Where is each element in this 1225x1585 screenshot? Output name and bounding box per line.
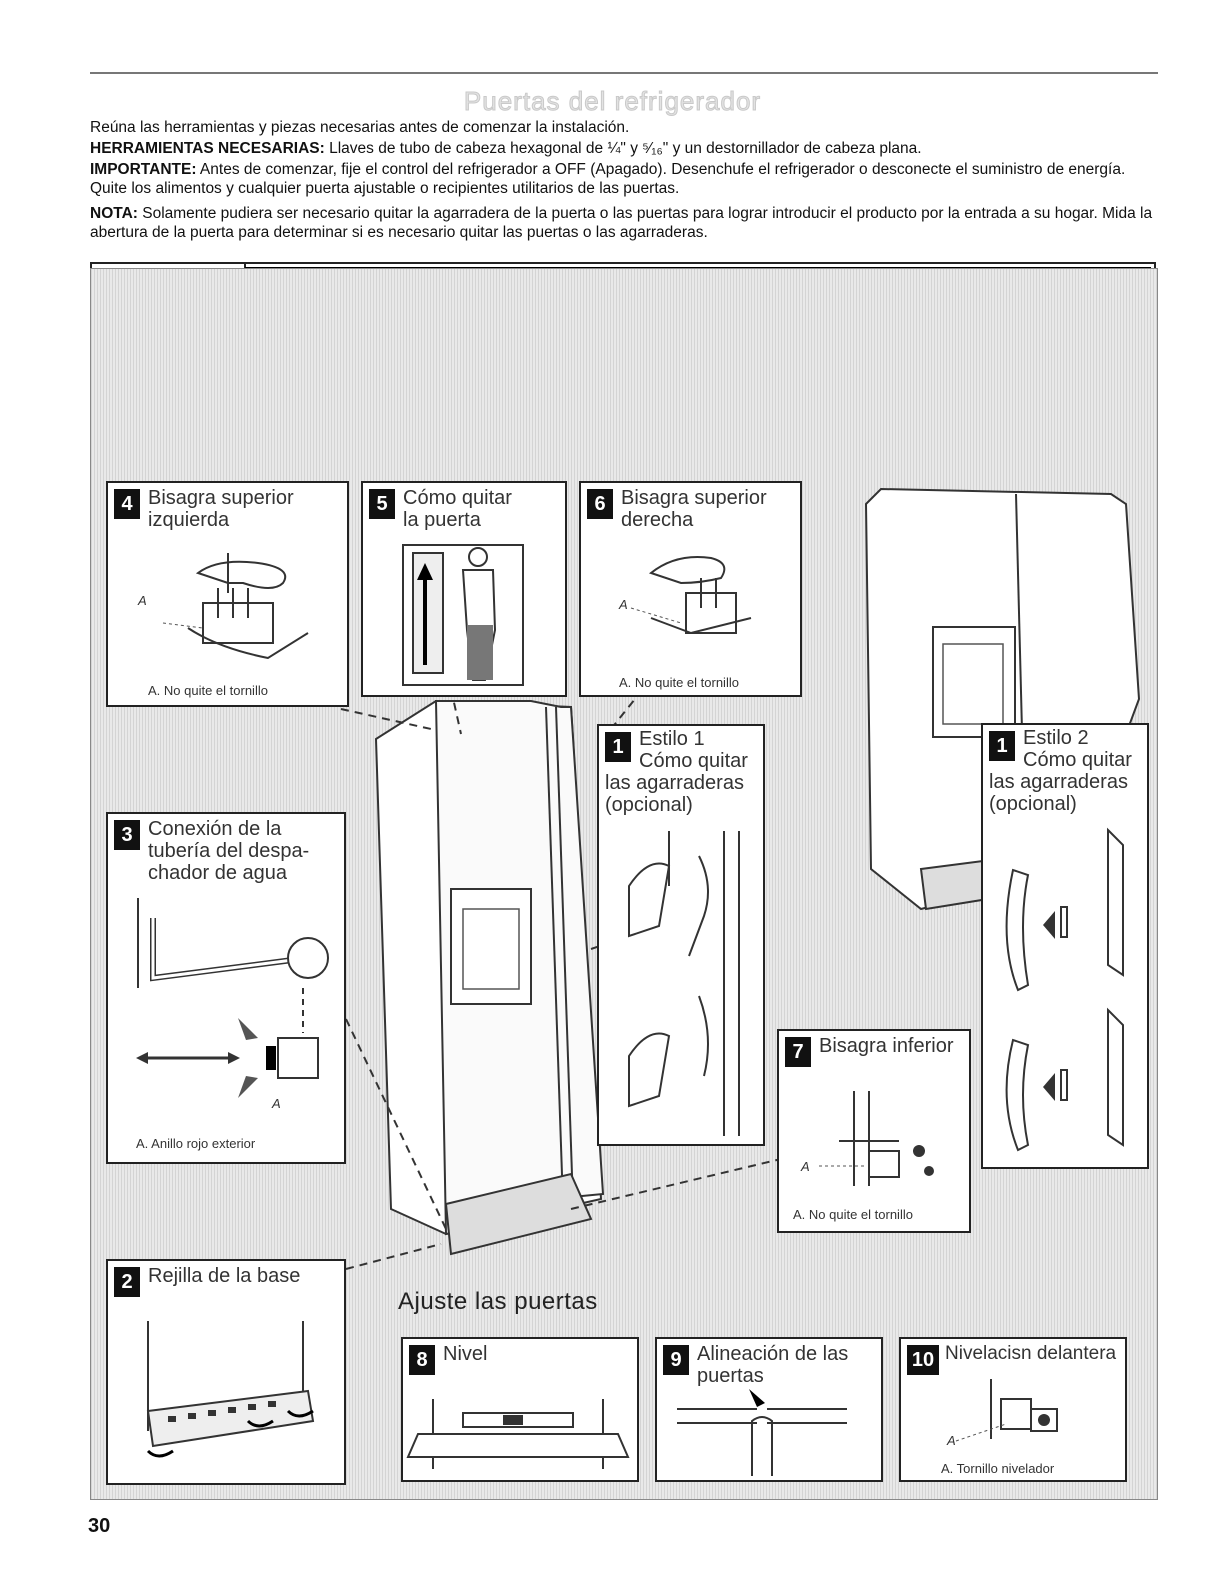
step-9-panel [655, 1337, 883, 1482]
note-paragraph [90, 204, 1165, 242]
top-rule [90, 72, 1158, 74]
step-10-title: Nivelacisn delantera [945, 1343, 1117, 1364]
step-1-style-1-title-line1: Estilo 1 [639, 728, 705, 750]
step-1-style-2-title [989, 727, 1132, 815]
step-4-number: 4 [114, 489, 140, 519]
note-label: NOTA: [90, 205, 138, 222]
step-3-title [148, 818, 309, 884]
step-4-panel [106, 481, 349, 707]
step-4-letter: A [138, 593, 147, 608]
step-10-caption: A. Tornillo nivelador [941, 1461, 1055, 1476]
step-7-title: Bisagra inferior [819, 1035, 954, 1057]
step-4-title [148, 487, 294, 531]
step-7-letter: A [801, 1159, 810, 1174]
page-title: Puertas del refrigerador [463, 86, 762, 116]
hinge-top-left-icon [108, 533, 348, 683]
important-paragraph [90, 160, 1165, 198]
step-3-title-line2: tubería del despa- [148, 840, 310, 862]
step-1-style-2-number: 1 [989, 731, 1015, 761]
step-3-panel [106, 812, 346, 1164]
step-10-letter: A [947, 1433, 956, 1448]
step-8-number: 8 [409, 1345, 435, 1375]
step-3-caption: A. Anillo rojo exterior [136, 1136, 256, 1151]
step-2-panel [106, 1259, 346, 1485]
step-9-title-line2: puertas [697, 1365, 764, 1387]
page-number: 30 [88, 1515, 111, 1537]
step-1-style-2-panel [981, 723, 1149, 1169]
step-3-letter: A [272, 1096, 281, 1111]
step-5-title-line2: la puerta [403, 509, 481, 531]
step-6-number: 6 [587, 489, 613, 519]
step-6-panel [579, 481, 802, 697]
step-10-number: 10 [907, 1345, 939, 1375]
tools-label: HERRAMIENTAS NECESARIAS: [90, 140, 325, 157]
step-2-number: 2 [114, 1267, 140, 1297]
step-6-title-line1: Bisagra superior [621, 487, 767, 509]
important-text: Antes de comenzar, fije el control del refrigerador a OFF (Apagado). Desenchufe el refrigerador o desconecte el suministro de energía. Quite los alimentos y cualquier puerta ajustable o recipientes utilitarios de las puertas. [90, 161, 1126, 197]
step-2-title: Rejilla de la base [148, 1265, 301, 1287]
step-1-style-1-number: 1 [605, 732, 631, 762]
door-removal-diagram [90, 268, 1158, 1500]
step-6-title-line2: derecha [621, 509, 694, 531]
hinge-bottom-icon [779, 1071, 969, 1221]
note-text: Solamente pudiera ser necesario quitar la agarradera de la puerta o las puertas para lograr introducir el producto por la entrada a su hogar. Mida la abertura de la puerta para determinar si es necesario quitar las puertas o las agarraderas. [90, 205, 1153, 241]
intro-line: Reúna las herramientas y piezas necesarias antes de comenzar la instalación. [90, 119, 630, 136]
base-grille-icon [108, 1311, 344, 1481]
step-7-caption: A. No quite el tornillo [793, 1207, 913, 1222]
step-10-panel [899, 1337, 1127, 1482]
water-line-icon [108, 888, 344, 1138]
step-1-style-2-title-line1: Estilo 2 [1023, 727, 1089, 749]
step-1-style-1-title-line3: las agarraderas [605, 772, 744, 794]
step-5-panel [361, 481, 567, 697]
step-1-style-2-title-line4: (opcional) [989, 793, 1077, 815]
step-5-title-line1: Cómo quitar [403, 487, 512, 509]
step-5-number: 5 [369, 489, 395, 519]
step-7-panel [777, 1029, 971, 1233]
step-4-title-line2: izquierda [148, 509, 230, 531]
step-1-style-2-title-line2: Cómo quitar [1023, 749, 1132, 771]
front-leveling-icon [901, 1369, 1125, 1469]
door-alignment-icon [657, 1381, 881, 1481]
step-3-title-line1: Conexión de la [148, 818, 282, 840]
step-6-title [621, 487, 767, 531]
hinge-top-right-icon [581, 533, 801, 673]
adjust-doors-title: Ajuste las puertas [398, 1288, 598, 1315]
step-3-number: 3 [114, 820, 140, 850]
tools-text: Llaves de tubo de cabeza hexagonal de ¼" y ⁵⁄₁₆" y un destornillador de cabeza plana. [324, 140, 922, 157]
step-8-panel [401, 1337, 639, 1482]
step-1-style-2-title-line3: las agarraderas [989, 771, 1128, 793]
level-tool-icon [403, 1379, 637, 1479]
step-1-style-1-title [605, 728, 748, 816]
step-9-title-line1: Alineación de las [697, 1343, 849, 1365]
handle-style-1-icon [599, 826, 765, 1146]
step-1-style-1-title-line4: (opcional) [605, 794, 693, 816]
step-6-caption: A. No quite el tornillo [619, 675, 739, 690]
handle-style-2-icon [983, 825, 1149, 1165]
intro-text [90, 118, 1165, 244]
step-1-style-1-panel [597, 724, 765, 1146]
tools-paragraph [90, 139, 1165, 158]
step-3-title-line3: chador de agua [148, 862, 288, 884]
step-4-caption: A. No quite el tornillo [148, 683, 268, 698]
important-label: IMPORTANTE: [90, 161, 197, 178]
step-1-style-1-title-line2: Cómo quitar [639, 750, 748, 772]
step-5-title [403, 487, 512, 531]
door-removal-icon [363, 535, 563, 695]
step-8-title: Nivel [443, 1343, 488, 1365]
step-7-number: 7 [785, 1037, 811, 1067]
step-9-number: 9 [663, 1345, 689, 1375]
step-4-title-line1: Bisagra superior [148, 487, 294, 509]
step-6-letter: A [619, 597, 628, 612]
